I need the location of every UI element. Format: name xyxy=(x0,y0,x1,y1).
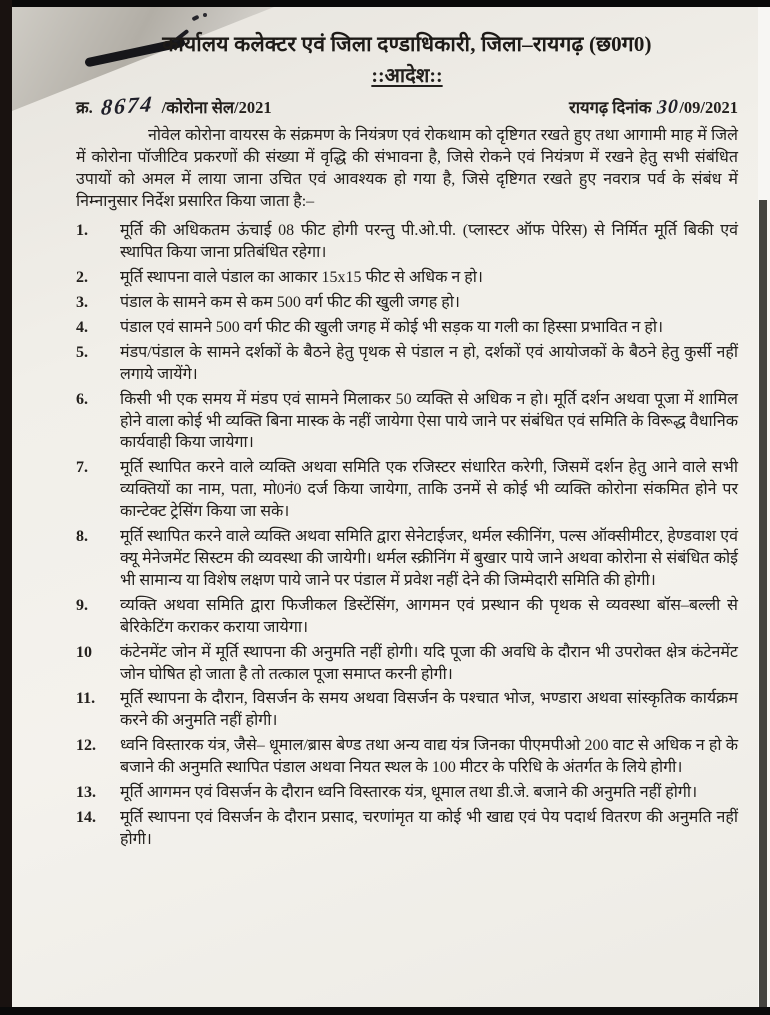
item-text: मूर्ति आगमन एवं विसर्जन के दौरान ध्वनि विस्तारक यंत्र, धूमाल तथा डी.जे. बजाने की अनुमति नहीं होगी। xyxy=(120,784,698,802)
list-item xyxy=(76,389,738,455)
list-item xyxy=(76,317,738,339)
reference-row xyxy=(76,93,738,119)
item-number: 14. xyxy=(76,808,96,826)
item-text: पंडाल के सामने कम से कम 500 वर्ग फीट की खुली जगह हो। xyxy=(120,294,460,312)
list-item xyxy=(76,688,738,732)
date-rest: /09/2021 xyxy=(679,98,738,117)
reference-prefix: क्र. xyxy=(76,98,93,117)
item-number: 8. xyxy=(76,528,88,546)
pen-mark-dot xyxy=(203,13,207,17)
reference-number-handwritten: 8674 xyxy=(100,91,155,120)
item-number: 10 xyxy=(76,643,92,661)
list-item xyxy=(76,292,738,314)
item-number: 11. xyxy=(76,690,96,708)
item-text: मूर्ति स्थापना वाले पंडाल का आकार 15x15 फीट से अधिक न हो। xyxy=(120,269,483,287)
item-text: मूर्ति की अधिकतम ऊंचाई 08 फीट होगी परन्तु पी.ओ.पी. (प्लास्टर ऑफ पेरिस) से निर्मित मूर्ति बिकी एवं स्थापित किया जाना प्रतिबंधित रहेगा। xyxy=(120,222,738,262)
list-item xyxy=(76,735,738,779)
list-item xyxy=(76,782,738,804)
order-heading xyxy=(76,61,738,88)
scan-edge-top xyxy=(0,0,770,7)
scan-edge-right-band xyxy=(759,200,767,1007)
item-text: ध्वनि विस्तारक यंत्र, जैसे– धूमाल/ब्रास बेण्ड तथा अन्य वाद्य यंत्र जिनका पीएमपीओ 200 वाट से अधिक न हो के बजाने की अनुमति स्थापित पंडाल अथवा नियत स्थल के 100 मीटर के परिधि के अंतर्गत के लिये होगी। xyxy=(120,737,738,777)
item-number: 3. xyxy=(76,294,88,312)
item-text: मूर्ति स्थापना एवं विसर्जन के दौरान प्रसाद, चरणांमृत या कोई भी खाद्य एवं पेय पदार्थ वितरण की अनुमति नहीं होगी। xyxy=(120,808,738,848)
scan-edge-left xyxy=(0,0,12,1015)
list-item xyxy=(76,457,738,523)
date-label: रायगढ़ दिनांक xyxy=(568,98,652,117)
item-number: 12. xyxy=(76,737,96,755)
item-text: मूर्ति स्थापित करने वाले व्यक्ति अथवा समिति द्वारा सेनेटाईजर, थर्मल स्कीनिंग, पल्स ऑक्सीमीटर, हेण्डवाश एवं क्यू मेनेजमेंट सिस्टम की व्यवस्था की जायेगी। थर्मल स्क्रीनिंग में बुखार पाये जाने अथवा कोरोना से संबंधित कोई भी सामान्य या विशेष लक्षण पाये जाने पर पंडाल में प्रवेश नहीं देने की जिम्मेदारी समिति की होगी। xyxy=(120,528,738,589)
item-number: 1. xyxy=(76,222,88,240)
item-text: मूर्ति स्थापित करने वाले व्यक्ति अथवा समिति एक रजिस्टर संधारित करेगी, जिसमें दर्शन हेतु आने वाले सभी व्यक्तियों का नाम, पता, मो0नं0 दर्ज किया जायेगा, ताकि उनमें से कोई भी व्यक्ति कोरोना संकमित होने पर कान्टेक्ट ट्रेसिंग किया जा सके। xyxy=(120,459,738,521)
intro-paragraph: नोवेल कोरोना वायरस के संक्रमण के नियंत्रण एवं रोकथाम को दृष्टिगत रखते हुए तथा आगामी माह में जिले में कोरोना पॉजीटिव प्रकरणों की संख्या में वृद्धि की संभावना है, जिसे रोकने एवं नियंत्रण में रखने हेतु सभी संबंधित उपायों को अमल में लाया जाना उचित एवं आवश्यक हो गया है, जिसे दृष्टिगत रखते हुए नवरात्र पर्व के संबंध में निम्नानुसार निर्देश प्रसारित किया जाता है:– xyxy=(76,127,738,211)
scan-edge-bottom xyxy=(0,1007,770,1015)
item-text: व्यक्ति अथवा समिति द्वारा फिजीकल डिस्टेंसिंग, आगमन एवं प्रस्थान की पृथक से व्यवस्था बॉस–बल्ली से बेरिकेटिंग कराकर कराया जायेगा। xyxy=(120,596,738,636)
item-number: 7. xyxy=(76,459,88,477)
list-item xyxy=(76,595,738,639)
item-text: कंटेनमेंट जोन में मूर्ति स्थापना की अनुमति नहीं होगी। यदि पूजा की अवधि के दौरान भी उपरोक्त क्षेत्र कंटेनमेंट जोन घोषित हो जाता है तो तत्काल पूजा समाप्त करनी होगी। xyxy=(120,643,738,683)
item-text: मंडप/पंडाल के सामने दर्शकों के बैठने हेतु पृथक से पंडाल न हो, दर्शकों एवं आयोजकों के बैठने हेतु कुर्सी नहीं लगाये जायेंगे। xyxy=(120,343,738,383)
list-item xyxy=(76,342,738,386)
office-title: कार्यालय कलेक्टर एवं जिला दण्डाधिकारी, जिला–रायगढ़ (छ0ग0) xyxy=(162,32,652,56)
item-text: किसी भी एक समय में मंडप एवं सामने मिलाकर 50 व्यक्ति से अधिक न हो। मूर्ति दर्शन अथवा पूजा में शामिल होने वाला कोई भी व्यक्ति बिना मास्क के नहीं जायेगा ऐसा पाये जाने पर संबंधित एवं समिति के विरूद्ध वैधानिक कार्यवाही किया जायेगा। xyxy=(120,390,738,452)
item-number: 9. xyxy=(76,596,88,614)
document-content xyxy=(76,30,738,854)
item-text: पंडाल एवं सामने 500 वर्ग फीट की खुली जगह में कोई भी सड़क या गली का हिस्सा प्रभावित न हो। xyxy=(120,318,664,336)
directive-list xyxy=(76,220,738,850)
order-heading-text: ::आदेश:: xyxy=(371,65,443,87)
list-item xyxy=(76,526,738,592)
list-item xyxy=(76,807,738,851)
reference-number xyxy=(76,93,272,119)
date-day-handwritten: 30 xyxy=(656,95,679,119)
list-item xyxy=(76,642,738,686)
reference-suffix: /कोरोना सेल/2021 xyxy=(161,98,272,117)
item-number: 6. xyxy=(76,390,88,408)
item-number: 5. xyxy=(76,343,88,361)
item-text: मूर्ति स्थापना के दौरान, विसर्जन के समय अथवा विसर्जन के पश्चात भोज, भण्डारा अथवा सांस्कृतिक कार्यक्रम करने की अनुमति नहीं होगी। xyxy=(120,690,738,730)
item-number: 13. xyxy=(76,784,96,802)
item-number: 4. xyxy=(76,318,88,336)
list-item xyxy=(76,220,738,264)
date-line xyxy=(569,95,738,119)
list-item xyxy=(76,267,738,289)
item-number: 2. xyxy=(76,269,88,287)
